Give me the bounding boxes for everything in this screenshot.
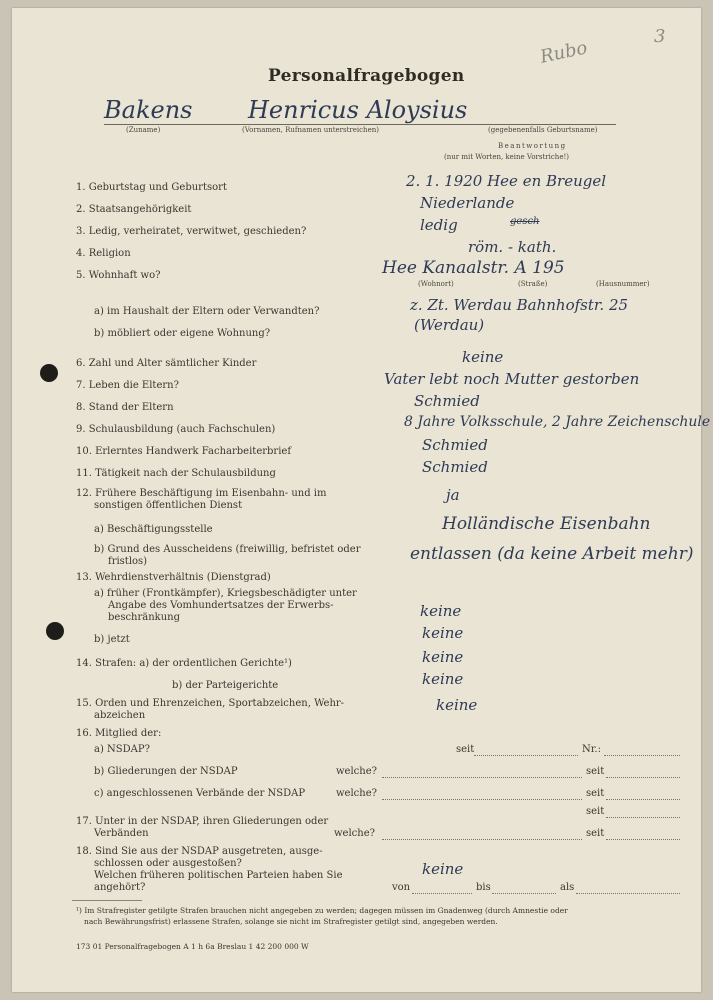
q6-answer: keine — [462, 348, 504, 366]
q13b-label: b) jetzt — [94, 634, 130, 645]
q11-label: 11. Tätigkeit nach der Schulausbildung — [76, 468, 276, 479]
q1-label: 1. Geburtstag und Geburtsort — [76, 182, 227, 193]
q17-seit-2: seit — [586, 828, 605, 839]
q4-label: 4. Religion — [76, 248, 131, 259]
q18-bis: bis — [476, 882, 491, 893]
q16a-label: a) NSDAP? — [94, 744, 150, 755]
q15-label-2: abzeichen — [94, 710, 146, 721]
q14b-answer: keine — [422, 670, 464, 688]
q5a-answer-2: (Werdau) — [414, 316, 485, 334]
q18-answer: keine — [422, 860, 464, 878]
q16b-seit-line — [606, 777, 680, 778]
q5a-label: a) im Haushalt der Eltern oder Verwandten? — [94, 306, 320, 317]
q13-label: 13. Wehrdienstverhältnis (Dienstgrad) — [76, 572, 271, 583]
first-names-label: (Vornamen, Rufnamen unterstreichen) — [242, 126, 379, 134]
q13a-answer: keine — [420, 602, 462, 620]
q13a-label-2: Angabe des Vomhundertsatzes der Erwerbs- — [108, 600, 334, 611]
q7-answer: Vater lebt noch Mutter gestorben — [384, 370, 640, 388]
q5-strasse-label: (Straße) — [518, 280, 548, 288]
q3-answer: ledig — [420, 216, 458, 234]
q15-label: 15. Orden und Ehrenzeichen, Sportabzeichen, Wehr- — [76, 698, 345, 709]
answer-subheader: (nur mit Worten, keine Vorstriche!) — [444, 153, 570, 161]
q14-label: 14. Strafen: a) der ordentlichen Gerichte¹) — [76, 658, 292, 669]
q4-answer: röm. - kath. — [468, 238, 557, 256]
q6-label: 6. Zahl und Alter sämtlicher Kinder — [76, 358, 257, 369]
q10-answer: Schmied — [422, 436, 488, 454]
q5-label: 5. Wohnhaft wo? — [76, 270, 161, 281]
q12a-label: a) Beschäftigungsstelle — [94, 524, 213, 535]
q12b-label: b) Grund des Ausscheidens (freiwillig, befristet oder — [94, 544, 361, 555]
q16b-label: b) Gliederungen der NSDAP — [94, 766, 238, 777]
q12b-answer: entlassen (da keine Arbeit mehr) — [410, 544, 694, 564]
corner-note: Rubo — [538, 37, 590, 68]
q3-strike: gesch — [510, 216, 540, 227]
q16a-seit-line — [474, 755, 578, 756]
q10-label: 10. Erlerntes Handwerk Facharbeiterbrief — [76, 446, 292, 457]
q7-label: 7. Leben die Eltern? — [76, 380, 179, 391]
q18-label: 18. Sind Sie aus der NSDAP ausgetreten, ausge- — [76, 846, 323, 857]
surname-value: Bakens — [104, 96, 193, 124]
q5-wohnort-label: (Wohnort) — [418, 280, 454, 288]
q8-label: 8. Stand der Eltern — [76, 402, 174, 413]
q13b-answer: keine — [422, 624, 464, 642]
q17-seit-1: seit — [586, 806, 605, 817]
q18-bis-line — [492, 893, 556, 894]
form-title: Personalfragebogen — [268, 66, 465, 86]
q16a-seit: seit — [456, 744, 475, 755]
q1-answer: 2. 1. 1920 Hee en Breugel — [406, 172, 607, 190]
q17-line — [382, 839, 582, 840]
q13a-label-3: beschränkung — [108, 612, 181, 623]
q2-label: 2. Staatsangehörigkeit — [76, 204, 192, 215]
q16b-line — [382, 777, 582, 778]
q18-als-line — [576, 893, 680, 894]
q3-label: 3. Ledig, verheiratet, verwitwet, geschieden? — [76, 226, 307, 237]
q15-answer: keine — [436, 696, 478, 714]
q14b-label: b) der Parteigerichte — [172, 680, 279, 691]
q5-hausnummer-label: (Hausnummer) — [596, 280, 650, 288]
q16b-seit: seit — [586, 766, 605, 777]
q12-label: 12. Frühere Beschäftigung im Eisenbahn- und im — [76, 488, 327, 499]
footnote-2: nach Bewährungsfrist) erlassene Strafen, solange sie nicht im Strafregister getilgt sind, angegeben werden. — [84, 917, 498, 926]
q16c-seit-line — [606, 799, 680, 800]
punch-hole-top — [40, 364, 58, 382]
q12b-label-2: fristlos) — [108, 556, 148, 567]
q12a-answer: Holländische Eisenbahn — [442, 514, 651, 534]
q16c-welche: welche? — [336, 788, 377, 799]
q5b-label: b) möbliert oder eigene Wohnung? — [94, 328, 271, 339]
form-sheet — [12, 8, 711, 992]
q16a-nr: Nr.: — [582, 744, 601, 755]
q17-seit-line-1 — [606, 817, 680, 818]
q18-label-4: angehört? — [94, 882, 146, 893]
q9-label: 9. Schulausbildung (auch Fachschulen) — [76, 424, 276, 435]
q9-answer: 8 Jahre Volksschule, 2 Jahre Zeichenschule — [404, 414, 711, 430]
page-number: 3 — [654, 26, 666, 47]
q16c-label: c) angeschlossenen Verbände der NSDAP — [94, 788, 306, 799]
footnote-rule — [72, 900, 142, 901]
q17-welche: welche? — [334, 828, 375, 839]
punch-hole-bottom — [46, 622, 64, 640]
q5a-answer: z. Zt. Werdau Bahnhofstr. 25 — [410, 296, 629, 314]
answer-header: Beantwortung — [498, 142, 567, 150]
q16a-nr-line — [604, 755, 680, 756]
footnote: ¹) Im Strafregister getilgte Strafen brauchen nicht angegeben zu werden; dagegen müssen im Gnadenweg (durch Amnestie oder — [76, 906, 568, 915]
q12-label-2: sonstigen öffentlichen Dienst — [94, 500, 243, 511]
q5-answer: Hee Kanaalstr. A 195 — [382, 258, 565, 278]
q18-von-line — [412, 893, 472, 894]
q13a-label: a) früher (Frontkämpfer), Kriegsbeschädigter unter — [94, 588, 357, 599]
q11-answer: Schmied — [422, 458, 488, 476]
q18-label-3: Welchen früheren politischen Parteien haben Sie — [94, 870, 343, 881]
q14a-answer: keine — [422, 648, 464, 666]
q18-als: als — [560, 882, 575, 893]
q16-label: 16. Mitglied der: — [76, 728, 162, 739]
q8-answer: Schmied — [414, 392, 480, 410]
q17-label: 17. Unter in der NSDAP, ihren Gliederungen oder — [76, 816, 329, 827]
q2-answer: Niederlande — [420, 194, 515, 212]
q16c-seit: seit — [586, 788, 605, 799]
q12-answer: ja — [446, 486, 460, 504]
surname-label: (Zuname) — [126, 126, 161, 134]
q17-seit-line-2 — [606, 839, 680, 840]
form-code: 173 01 Personalfragebogen A 1 h 6a Breslau 1 42 200 000 W — [76, 942, 309, 951]
birth-name-label: (gegebenenfalls Geburtsname) — [488, 126, 598, 134]
name-line — [104, 124, 616, 125]
q18-label-2: schlossen oder ausgestoßen? — [94, 858, 242, 869]
first-names-value: Henricus Aloysius — [248, 96, 468, 124]
q17-label-2: Verbänden — [94, 828, 149, 839]
q16b-welche: welche? — [336, 766, 377, 777]
q16c-line — [382, 799, 582, 800]
q18-von: von — [392, 882, 411, 893]
